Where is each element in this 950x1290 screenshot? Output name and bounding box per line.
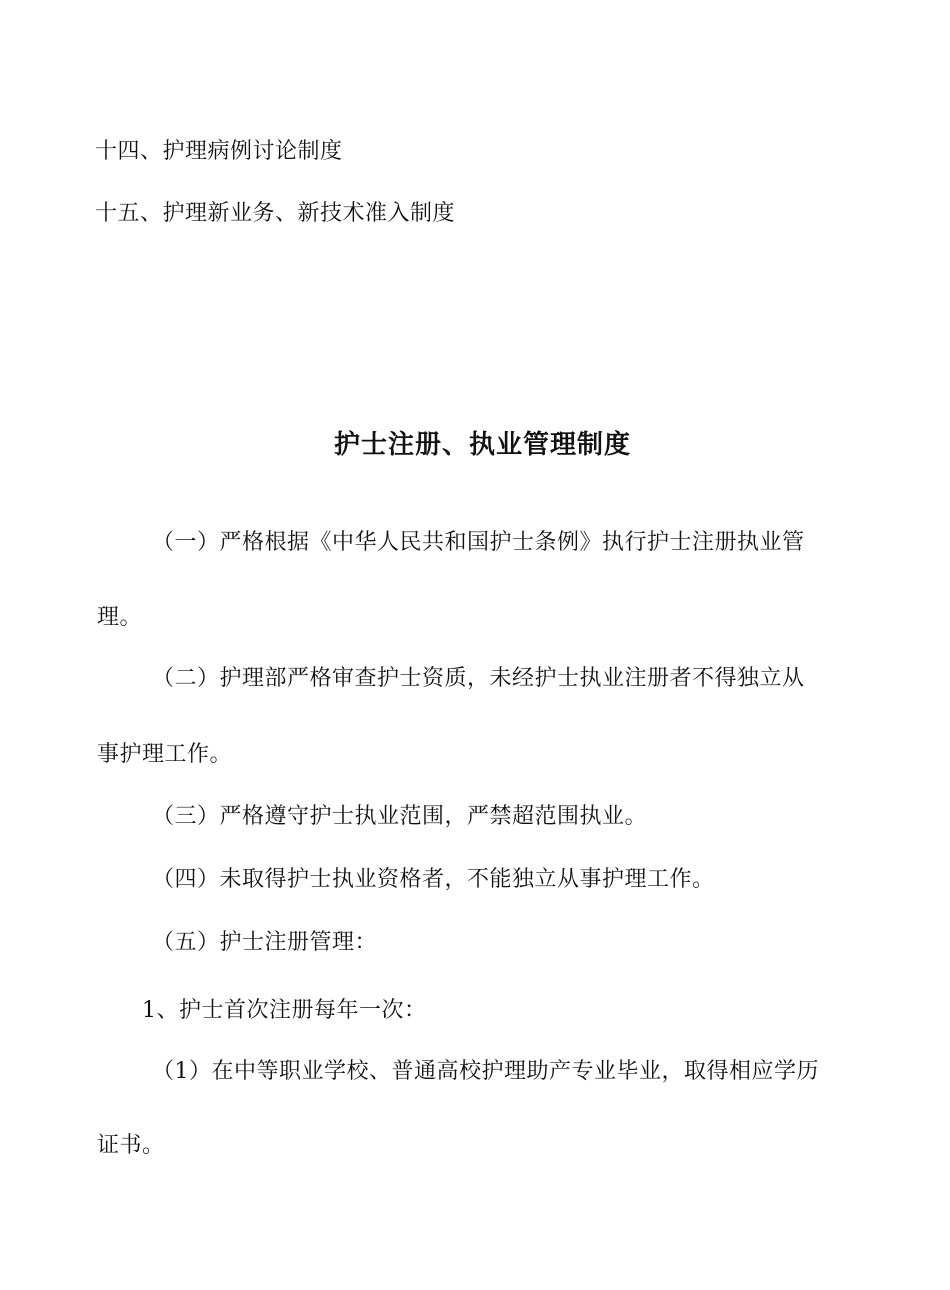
toc-item-15: 十五、护理新业务、新技术准入制度	[95, 201, 456, 226]
paragraph-2-line-1: （二）护理部严格审查护士资质，未经护士执业注册者不得独立从	[152, 666, 805, 691]
paragraph-4: （四）未取得护士执业资格者，不能独立从事护理工作。	[152, 867, 715, 892]
paragraph-2-line-2: 事护理工作。	[97, 742, 233, 767]
paragraph-5: （五）护士注册管理：	[152, 930, 378, 955]
paragraph-7-line-2: 证书。	[97, 1133, 165, 1158]
paragraph-3: （三）严格遵守护士执业范围，严禁超范围执业。	[152, 804, 648, 829]
paragraph-6: 1、护士首次注册每年一次：	[142, 998, 427, 1023]
toc-item-14: 十四、护理病例讨论制度	[95, 139, 343, 164]
paragraph-7-line-1: （1）在中等职业学校、普通高校护理助产专业毕业，取得相应学历	[152, 1059, 819, 1084]
paragraph-1-line-2: 理。	[97, 605, 143, 630]
section-title: 护士注册、执业管理制度	[333, 430, 631, 460]
paragraph-1-line-1: （一）严格根据《中华人民共和国护士条例》执行护士注册执业管	[152, 530, 805, 555]
